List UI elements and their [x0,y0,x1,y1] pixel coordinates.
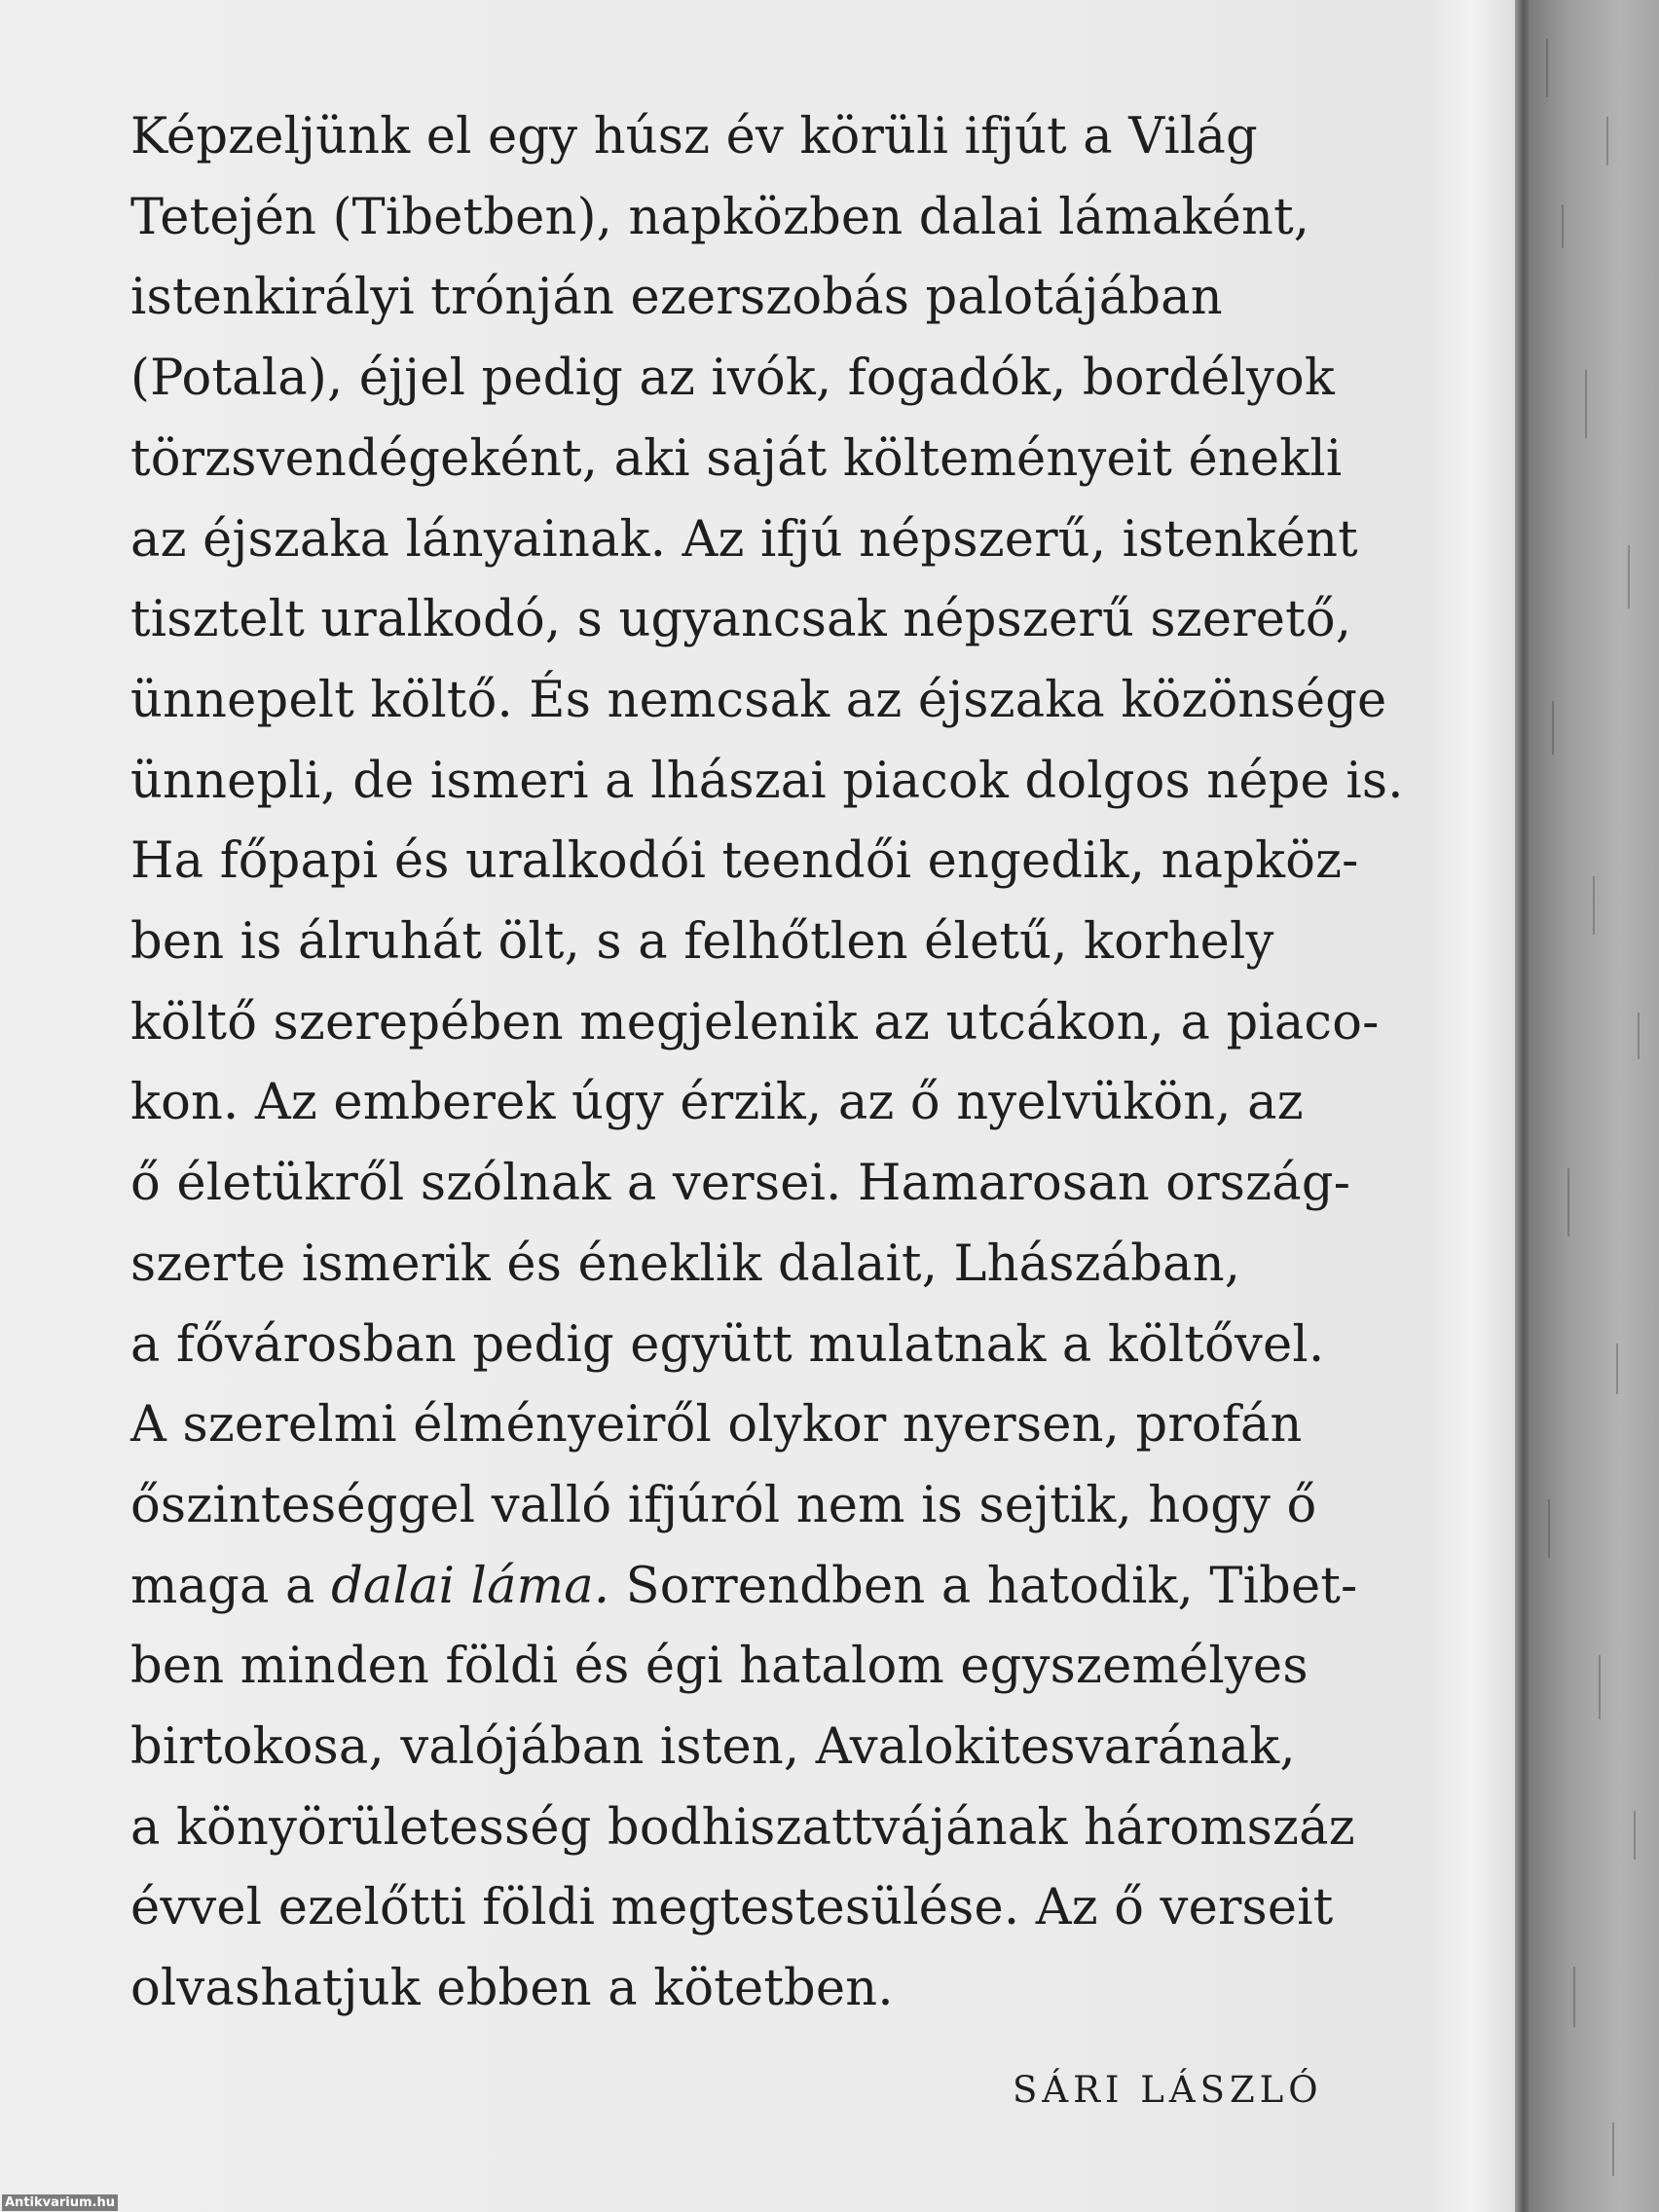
italic-title: dalai láma. [331,1557,610,1615]
text-line: istenkirályi trónján ezerszobás palotájában [130,269,1223,327]
text-line: ben is álruhát ölt, s a felhőtlen életű, korhely [130,913,1274,972]
text-line: a könyörületesség bodhiszattvájának háromszáz [130,1798,1355,1857]
text-line: Képzeljünk el egy húsz év körüli ifjút a Világ [130,108,1258,166]
gutter-shadow [1515,0,1529,2212]
text-line: ben minden földi és égi hatalom egyszemélyes [130,1638,1309,1696]
text-line: tisztelt uralkodó, s ugyancsak népszerű szerető, [130,591,1352,649]
book-binding [1529,0,1659,2212]
text-line: kon. Az emberek úgy érzik, az ő nyelvükön, az [130,1074,1304,1132]
text-line-italic [130,1547,1396,1628]
text-segment: Sorrendben a hatodik, Tibet- [609,1557,1358,1615]
text-segment: maga a [130,1557,332,1615]
text-line: törzsvendégeként, aki saját költeményeit énekli [130,429,1343,488]
text-line: A szerelmi élményeiről olykor nyersen, profán [130,1396,1303,1455]
text-line: ünnepelt költő. És nemcsak az éjszaka közönsége [130,671,1387,729]
page-edge [1431,0,1519,2212]
text-line: Tetején (Tibetben), napközben dalai lámaként, [130,188,1310,246]
watermark: Antikvarium.hu [2,2194,118,2211]
blurb-text [130,97,1404,2030]
text-line: birtokosa, valójában isten, Avalokitesvarának, [130,1718,1296,1777]
text-line: Ha főpapi és uralkodói teendői engedik, napköz- [130,832,1359,891]
text-line: a fővárosban pedig együtt mulatnak a költővel. [130,1315,1325,1374]
text-line: őszinteséggel valló ifjúról nem is sejtik, hogy ő [130,1476,1317,1534]
text-line: szerte ismerik és éneklik dalait, Lhászában, [130,1235,1241,1293]
text-line: olvashatjuk ebben a kötetben. [130,1960,894,2018]
author-signature: SÁRI LÁSZLÓ [1013,2069,1323,2111]
text-line: (Potala), éjjel pedig az ivók, fogadók, bordélyok [130,350,1335,408]
text-line: az éjszaka lányainak. Az ifjú népszerű, istenként [130,510,1358,569]
text-line: költő szerepében megjelenik az utcákon, a piaco- [130,993,1380,1051]
text-line: ő életükről szólnak a versei. Hamarosan ország- [130,1155,1351,1213]
text-line: ünnepli, de ismeri a lhászai piacok dolgos népe is. [130,752,1404,810]
text-line: évvel ezelőtti földi megtestesülése. Az ő verseit [130,1879,1334,1937]
